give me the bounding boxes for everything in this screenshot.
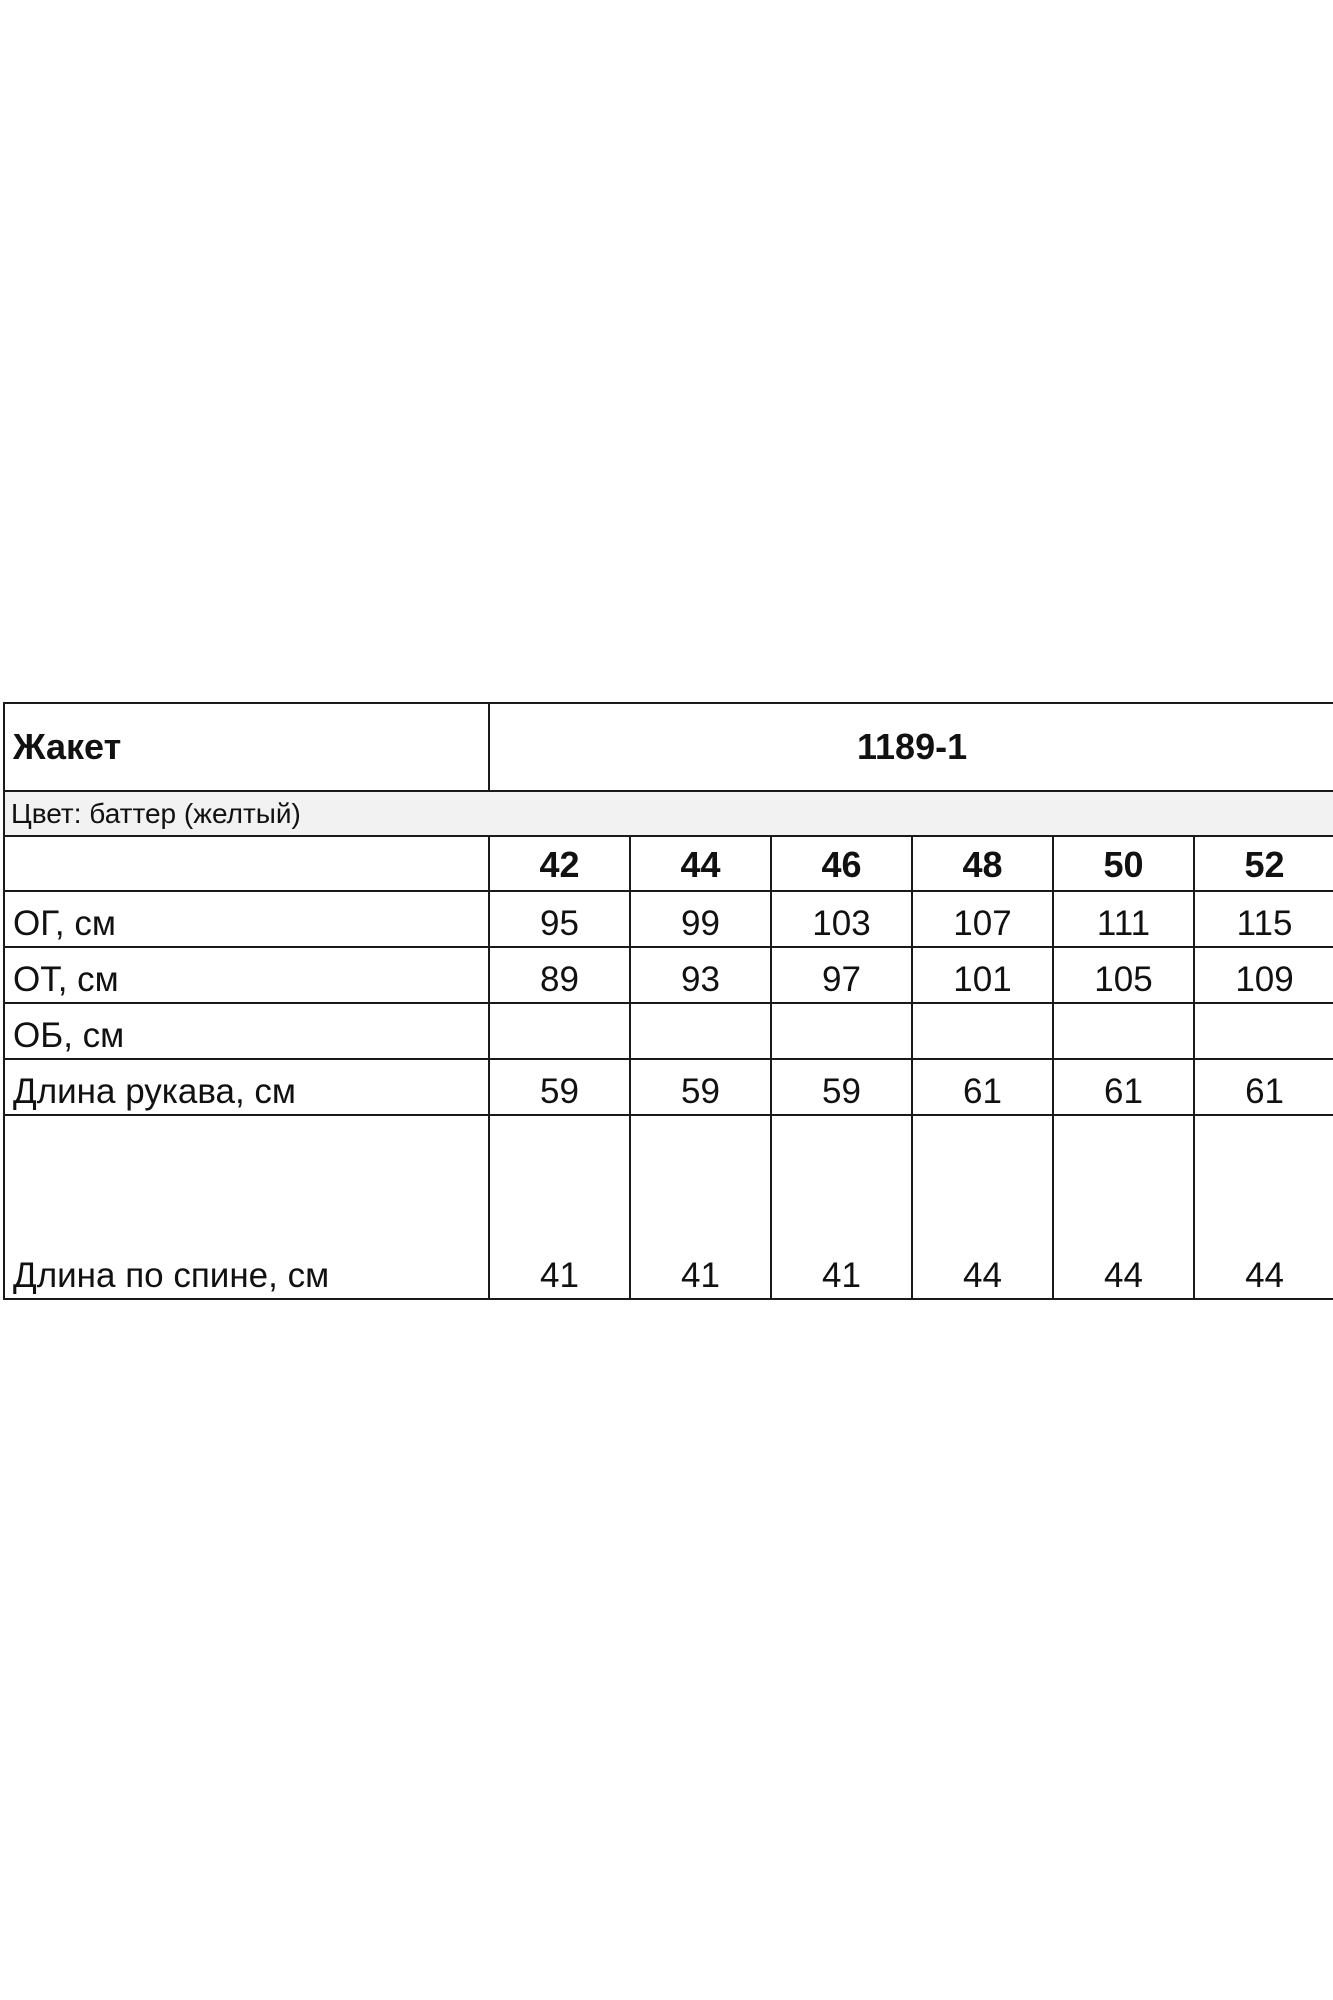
measurement-value: 61 (912, 1059, 1053, 1115)
size-header-cell: 48 (912, 836, 1053, 891)
measurement-label: Длина рукава, см (4, 1059, 489, 1115)
measurement-label: ОГ, см (4, 891, 489, 947)
measurement-value: 107 (912, 891, 1053, 947)
measurement-value: 44 (912, 1115, 1053, 1299)
measurement-value: 111 (1053, 891, 1194, 947)
color-row (4, 791, 1333, 836)
measurement-value: 61 (1053, 1059, 1194, 1115)
table-row (4, 947, 1333, 1003)
size-header-cell: 46 (771, 836, 912, 891)
measurement-value: 59 (771, 1059, 912, 1115)
size-header-cell: 42 (489, 836, 630, 891)
measurement-value (1053, 1003, 1194, 1059)
measurement-label: ОТ, см (4, 947, 489, 1003)
measurement-label: Длина по спине, см (4, 1115, 489, 1299)
measurement-value: 41 (771, 1115, 912, 1299)
table-row (4, 891, 1333, 947)
measurement-value: 59 (630, 1059, 771, 1115)
size-header-row (4, 836, 1333, 891)
article-number: 1189-1 (489, 703, 1333, 791)
measurement-value: 44 (1194, 1115, 1333, 1299)
measurement-value: 93 (630, 947, 771, 1003)
product-title: Жакет (4, 703, 489, 791)
measurement-value: 101 (912, 947, 1053, 1003)
measurement-value: 105 (1053, 947, 1194, 1003)
measurement-label: ОБ, см (4, 1003, 489, 1059)
measurement-value: 41 (630, 1115, 771, 1299)
table-row (4, 1115, 1333, 1299)
measurement-value: 61 (1194, 1059, 1333, 1115)
measurement-value: 99 (630, 891, 771, 947)
measurement-value: 115 (1194, 891, 1333, 947)
measurement-value: 103 (771, 891, 912, 947)
size-header-empty-cell (4, 836, 489, 891)
size-header-cell: 52 (1194, 836, 1333, 891)
measurement-value (912, 1003, 1053, 1059)
table-row (4, 1059, 1333, 1115)
size-header-cell: 44 (630, 836, 771, 891)
measurement-value: 44 (1053, 1115, 1194, 1299)
measurement-value: 89 (489, 947, 630, 1003)
measurement-value: 95 (489, 891, 630, 947)
table-row (4, 1003, 1333, 1059)
measurement-value (489, 1003, 630, 1059)
measurement-value (630, 1003, 771, 1059)
measurement-value: 59 (489, 1059, 630, 1115)
size-chart-table (3, 702, 1333, 1300)
size-header-cell: 50 (1053, 836, 1194, 891)
measurement-value: 109 (1194, 947, 1333, 1003)
measurement-value: 97 (771, 947, 912, 1003)
title-row (4, 703, 1333, 791)
color-description: Цвет: баттер (желтый) (4, 791, 1333, 836)
measurement-value: 41 (489, 1115, 630, 1299)
measurement-value (1194, 1003, 1333, 1059)
measurement-value (771, 1003, 912, 1059)
